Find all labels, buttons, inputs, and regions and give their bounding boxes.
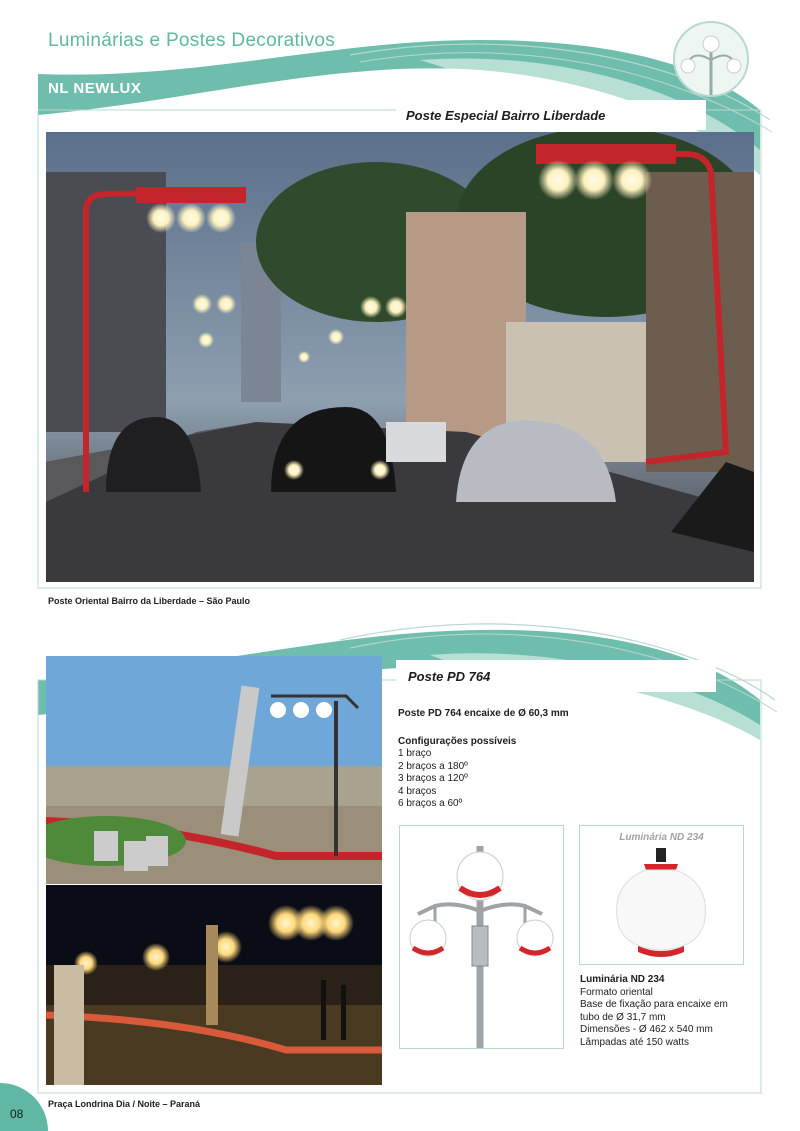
section2-caption: Praça Londrina Dia / Noite – Paraná [48, 1099, 201, 1109]
section1-caption: Poste Oriental Bairro da Liberdade – São Paulo [48, 596, 251, 606]
newlux-logo: NL NEWLUX [48, 80, 142, 97]
plaza-night-photo [46, 885, 382, 1085]
config-item: 3 braços a 120º [398, 773, 468, 784]
street-photo [46, 132, 754, 582]
lamp-thumbnail-icon [670, 20, 752, 98]
section2-title-tab [396, 660, 716, 692]
page-title: Luminárias e Postes Decorativos [48, 30, 336, 51]
page-number: 08 [10, 1107, 24, 1121]
luminaire-line: Base de fixação para encaixe em [580, 999, 728, 1010]
config-item: 1 braço [398, 748, 432, 759]
config-item: 4 braços [398, 785, 437, 797]
luminaire-line: tubo de Ø 31,7 mm [580, 1011, 666, 1023]
luminaire-line: Formato oriental [580, 986, 653, 998]
luminaire-box [579, 825, 744, 965]
luminaire-line: Dimensões - Ø 462 x 540 mm [580, 1024, 713, 1035]
config-item: 2 braços a 180º [398, 760, 468, 772]
luminaire-nd234-icon [580, 844, 743, 962]
luminaire-line: Lâmpadas até 150 watts [580, 1036, 689, 1048]
config-title: Configurações possíveis [398, 736, 517, 747]
config-list [398, 748, 468, 811]
plaza-day-photo [46, 656, 382, 884]
luminaire-title: Luminária ND 234 [580, 974, 665, 985]
luminaire-spec [580, 974, 728, 1049]
luminaire-box-label: Luminária ND 234 [619, 832, 704, 843]
pole-pd764-icon [400, 826, 563, 1048]
section1-title: Poste Especial Bairro Liberdade [406, 108, 606, 123]
pole-drawing-box [399, 825, 564, 1049]
section1-title-tab [396, 100, 706, 130]
config-item: 6 braços a 60º [398, 798, 463, 809]
section2-subtitle: Poste PD 764 encaixe de Ø 60,3 mm [398, 708, 569, 719]
section2-title: Poste PD 764 [408, 669, 491, 684]
